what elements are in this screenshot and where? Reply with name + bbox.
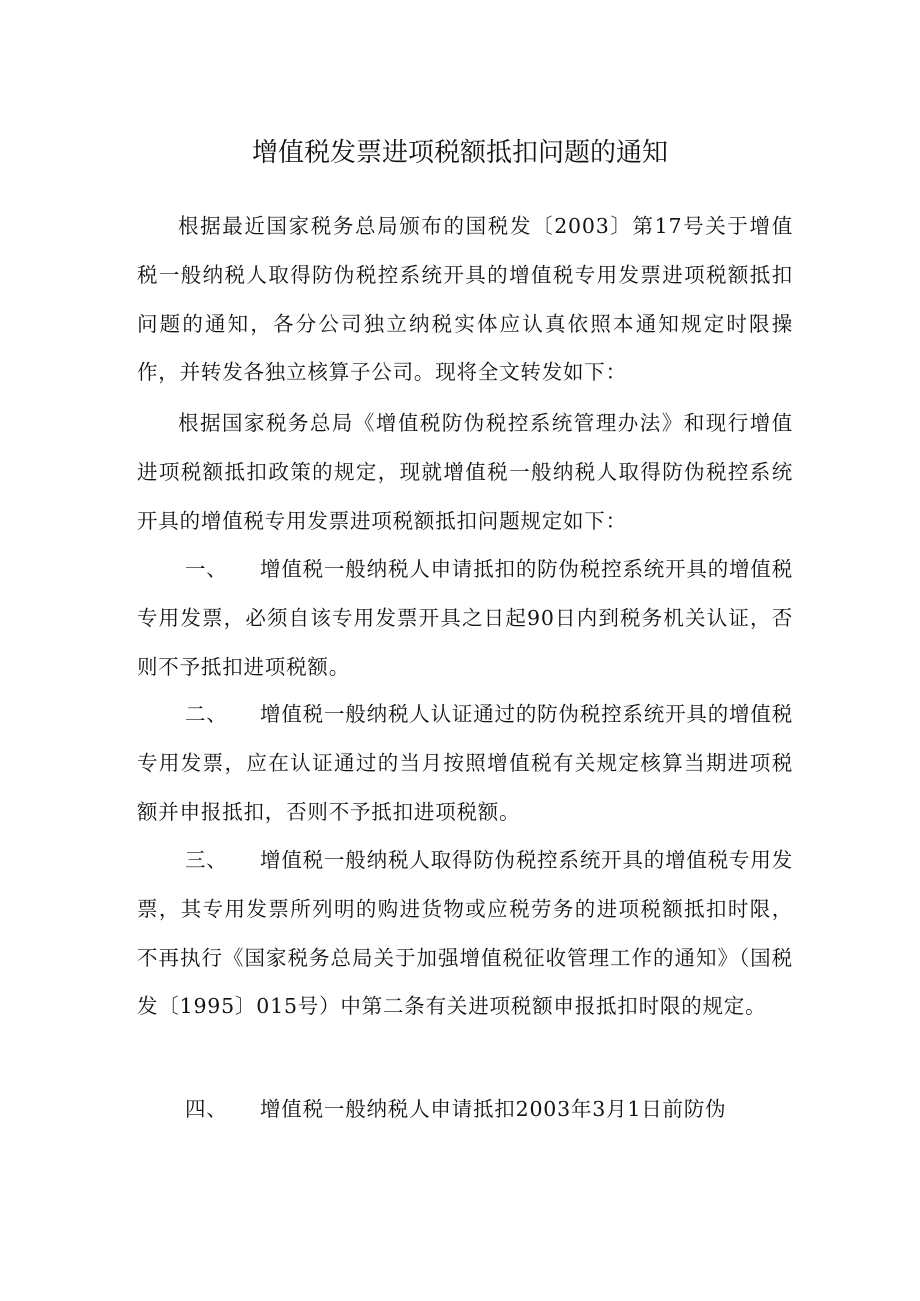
article-number: 一、 (185, 557, 228, 581)
article-text: 增值税一般纳税人申请抵扣2003年3月1日前防伪 (260, 1097, 727, 1121)
preamble-paragraph: 根据国家税务总局《增值税防伪税控系统管理办法》和现行增值进项税额抵扣政策的规定，现就增值税一般纳税人取得防伪税控系统开具的增值税专用发票进项税额抵扣问题规定如下： (137, 411, 793, 533)
article-number: 二、 (185, 702, 228, 726)
article-item-1 (137, 545, 793, 691)
article-text: 增值税一般纳税人认证通过的防伪税控系统开具的增值税专用发票，应在认证通过的当月按照增值税有关规定核算当期进项税额并申报抵扣，否则不予抵扣进项税额。 (137, 702, 793, 824)
article-text: 增值税一般纳税人取得防伪税控系统开具的增值税专用发票，其专用发票所列明的购进货物或应税劳务的进项税额抵扣时限，不再执行《国家税务总局关于加强增值税征收管理工作的通知》（国税发〔1995〕015号）中第二条有关进项税额申报抵扣时限的规定。 (137, 848, 793, 1019)
article-item-3 (137, 836, 793, 1031)
article-item-2 (137, 690, 793, 836)
intro-paragraph: 根据最近国家税务总局颁布的国税发〔2003〕第17号关于增值税一般纳税人取得防伪税控系统开具的增值税专用发票进项税额抵扣问题的通知，各分公司独立纳税实体应认真依照本通知规定时限操作，并转发各独立核算子公司。现将全文转发如下： (137, 214, 793, 385)
article-text: 增值税一般纳税人申请抵扣的防伪税控系统开具的增值税专用发票，必须自该专用发票开具之日起90日内到税务机关认证，否则不予抵扣进项税额。 (137, 557, 793, 679)
article-number: 三、 (185, 848, 228, 872)
article-number: 四、 (185, 1097, 228, 1121)
article-item-4 (137, 1085, 793, 1134)
document-title: 增值税发票进项税额抵扣问题的通知 (251, 138, 668, 168)
